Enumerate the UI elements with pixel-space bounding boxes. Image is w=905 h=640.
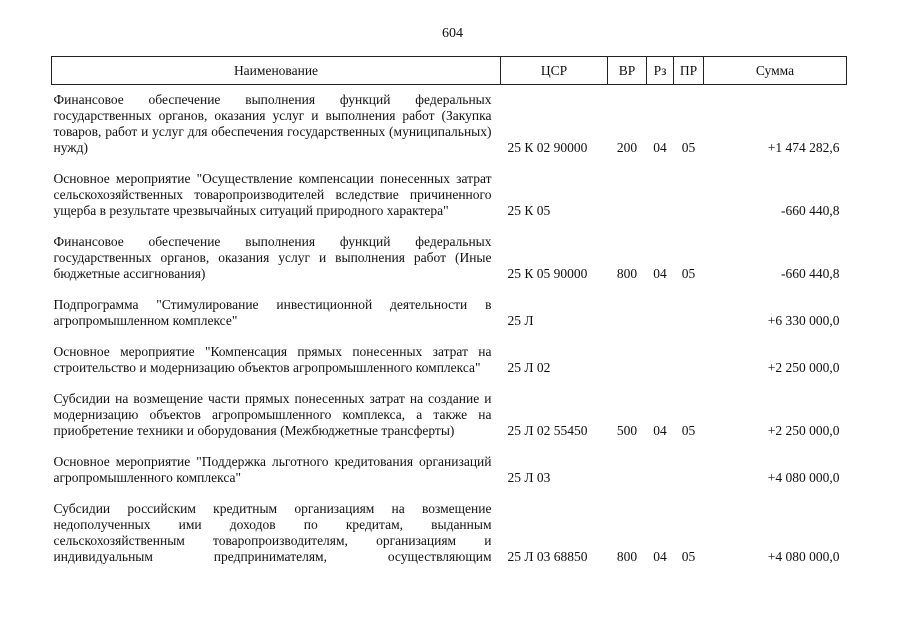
header-csr: ЦСР <box>501 57 608 85</box>
table-row <box>52 282 847 329</box>
row-pr: 05 <box>681 549 696 564</box>
header-vr: ВР <box>608 57 647 85</box>
row-sum: +6 330 000,0 <box>767 313 840 328</box>
table-row <box>52 329 847 376</box>
row-rz <box>647 156 674 219</box>
table-row <box>52 156 847 219</box>
row-vr: 800 <box>616 549 638 564</box>
row-csr: 25 Л <box>507 313 534 328</box>
row-name: Финансовое обеспечение выполнения функций федеральных государственных органов, оказания услуг и выполнения работ (Иные бюджетные ассигнования) <box>53 234 492 281</box>
row-name: Основное мероприятие "Поддержка льготного кредитования организаций агропромышленного комплекса" <box>53 454 492 485</box>
row-rz: 04 <box>653 423 667 438</box>
header-name: Наименование <box>52 57 501 85</box>
table-row <box>52 376 847 439</box>
header-pr: ПР <box>674 57 704 85</box>
row-name: Основное мероприятие "Компенсация прямых понесенных затрат на строительство и модернизацию объектов агропромышленного комплекса" <box>53 344 492 375</box>
row-csr: 25 К 02 90000 <box>507 140 588 155</box>
row-pr <box>674 156 704 219</box>
table-row <box>52 486 847 565</box>
row-sum: +2 250 000,0 <box>767 360 840 375</box>
budget-table <box>51 56 847 565</box>
header-sum: Сумма <box>704 57 847 85</box>
row-pr <box>674 329 704 376</box>
row-csr: 25 Л 02 55450 <box>507 423 588 438</box>
row-csr: 25 Л 02 <box>507 360 551 375</box>
row-vr <box>608 282 647 329</box>
row-name: Основное мероприятие "Осуществление компенсации понесенных затрат сельскохозяйственных товаропроизводителей вследствие причиненного ущерба в результате чрезвычайных ситуаций природного характера" <box>53 171 492 218</box>
row-rz <box>647 439 674 486</box>
row-name: Подпрограмма "Стимулирование инвестиционной деятельности в агропромышленном комплексе" <box>53 297 492 328</box>
row-rz: 04 <box>653 266 667 281</box>
row-rz <box>647 329 674 376</box>
table-row <box>52 219 847 282</box>
table-row <box>52 439 847 486</box>
row-csr: 25 К 05 <box>507 203 551 218</box>
header-rz: Рз <box>647 57 674 85</box>
row-name: Субсидии российским кредитным организациям на возмещение недополученных ими доходов по кредитам, выданным сельскохозяйственным товаропроизводителям, организациям и индивидуальным предпринимателям, осуществляющим <box>53 501 492 564</box>
row-sum: +2 250 000,0 <box>767 423 840 438</box>
row-pr <box>674 282 704 329</box>
row-name: Субсидии на возмещение части прямых понесенных затрат на создание и модернизацию объектов агропромышленного комплекса, а также на приобретение техники и оборудования (Межбюджетные трансферты) <box>53 391 492 438</box>
row-vr <box>608 156 647 219</box>
row-rz <box>647 282 674 329</box>
row-csr: 25 К 05 90000 <box>507 266 588 281</box>
row-sum: +4 080 000,0 <box>767 470 840 485</box>
row-sum: +1 474 282,6 <box>767 140 840 155</box>
row-vr <box>608 329 647 376</box>
row-sum: -660 440,8 <box>781 266 840 281</box>
row-pr: 05 <box>681 423 696 438</box>
row-name: Финансовое обеспечение выполнения функций федеральных государственных органов, оказания услуг и выполнения работ (Закупка товаров, работ и услуг для обеспечения государственных (муниципальных) нужд) <box>53 92 492 155</box>
row-pr: 05 <box>681 140 696 155</box>
table-row <box>52 85 847 157</box>
row-sum: -660 440,8 <box>781 203 840 218</box>
row-vr: 800 <box>616 266 638 281</box>
row-rz: 04 <box>653 549 667 564</box>
row-csr: 25 Л 03 <box>507 470 551 485</box>
row-vr: 200 <box>616 140 638 155</box>
row-rz: 04 <box>653 140 667 155</box>
row-csr: 25 Л 03 68850 <box>507 549 588 564</box>
header-row <box>52 57 847 85</box>
row-sum: +4 080 000,0 <box>767 549 840 564</box>
row-pr: 05 <box>681 266 696 281</box>
row-vr <box>608 439 647 486</box>
page-number: 604 <box>442 26 463 41</box>
row-pr <box>674 439 704 486</box>
row-vr: 500 <box>616 423 638 438</box>
